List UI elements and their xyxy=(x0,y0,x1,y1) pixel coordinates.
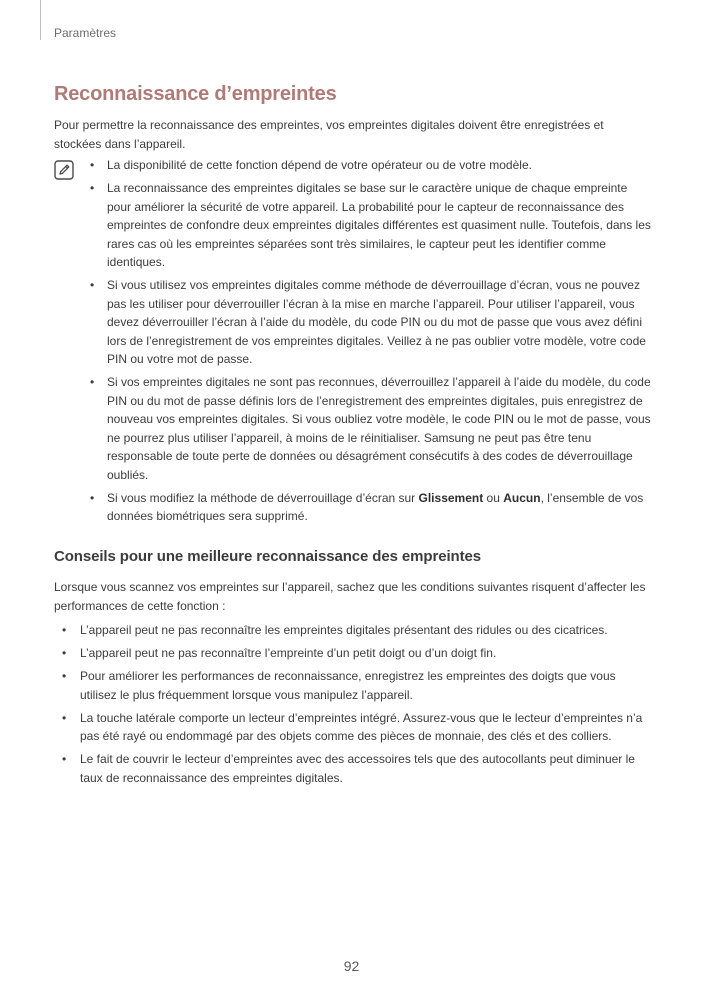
tip-item: • La touche latérale comporte un lecteur d’empreintes intégré. Assurez-vous que le lecteur d’empreintes n’a pas été rayé ou endommagé par des objets comme des pièces de monnaie, des clés et des colliers. xyxy=(62,709,652,746)
note-text: ou xyxy=(483,490,504,505)
page-title: Reconnaissance d’empreintes xyxy=(54,83,337,105)
note-item: • Si vous utilisez vos empreintes digitales comme méthode de déverrouillage d’écran, vous ne pouvez pas les utiliser pour déverrouiller l’écran à la mise en marche l’appareil. Pour utiliser l’appareil, vous devez déverrouiller l’écran à l’aide du modèle, du code PIN ou du mot de passe que vous avez défini lors de l’enregistrement de vos empreintes digitales. Veillez à ne pas oublier votre modèle, votre code PIN ou votre mot de passe. xyxy=(90,276,652,369)
section-intro: Lorsque vous scannez vos empreintes sur l’appareil, sachez que les conditions suivantes risquent d’affecter les performances de cette fonction : xyxy=(54,580,646,613)
intro-paragraph: Pour permettre la reconnaissance des empreintes, vos empreintes digitales doivent être enregistrées et stockées dans l’appareil. xyxy=(54,118,604,151)
tips-list xyxy=(62,621,652,792)
tip-item: • L’appareil peut ne pas reconnaître l’empreinte d’un petit doigt ou d’un doigt fin. xyxy=(62,644,652,663)
option-glissement: Glissement xyxy=(418,490,484,505)
running-header: Paramètres xyxy=(54,26,117,40)
note-item xyxy=(90,489,652,526)
tip-item: • L’appareil peut ne pas reconnaître les empreintes digitales présentant des ridules ou des cicatrices. xyxy=(62,621,652,640)
section-title: Conseils pour une meilleure reconnaissance des empreintes xyxy=(54,548,481,565)
note-list xyxy=(90,156,652,530)
tip-item: • Le fait de couvrir le lecteur d’empreintes avec des accessoires tels que des autocollants peut diminuer le taux de reconnaissance des empreintes digitales. xyxy=(62,750,652,787)
note-text: Si vous modifiez la méthode de déverrouillage d’écran sur xyxy=(107,490,419,505)
note-text: , l’ensemble de vos données biométriques sera supprimé. xyxy=(107,490,644,523)
note-item: • La reconnaissance des empreintes digitales se base sur le caractère unique de chaque empreinte pour améliorer la sécurité de votre appareil. La probabilité pour le capteur de reconnaissance des empreintes de confondre deux empreintes digitales différentes est quasiment nulle. Toutefois, dans les rares cas où les empreintes séparées sont très similaires, le capteur peut les identifier comme identiques. xyxy=(90,179,652,272)
option-aucun: Aucun xyxy=(503,490,541,505)
page-number: 92 xyxy=(343,958,360,974)
tip-item: • Pour améliorer les performances de reconnaissance, enregistrez les empreintes des doigts que vous utilisez le plus fréquemment lorsque vous manipulez l’appareil. xyxy=(62,667,652,704)
page-edge-rule xyxy=(40,0,41,40)
note-pencil-icon xyxy=(54,160,74,180)
note-item: • Si vos empreintes digitales ne sont pas reconnues, déverrouillez l’appareil à l’aide du modèle, du code PIN ou du mot de passe définis lors de l’enregistrement des empreintes digitales, puis enregistrez de nouveau vos empreintes digitales. Si vous oubliez votre modèle, le code PIN ou le mot de passe, vous ne pourrez plus utiliser l’appareil, à moins de le réinitialiser. Samsung ne peut pas être tenu responsable de toute perte de données ou désagrément consécutifs à des codes de déverrouillage oubliés. xyxy=(90,373,652,484)
note-item: • La disponibilité de cette fonction dépend de votre opérateur ou de votre modèle. xyxy=(90,156,652,175)
